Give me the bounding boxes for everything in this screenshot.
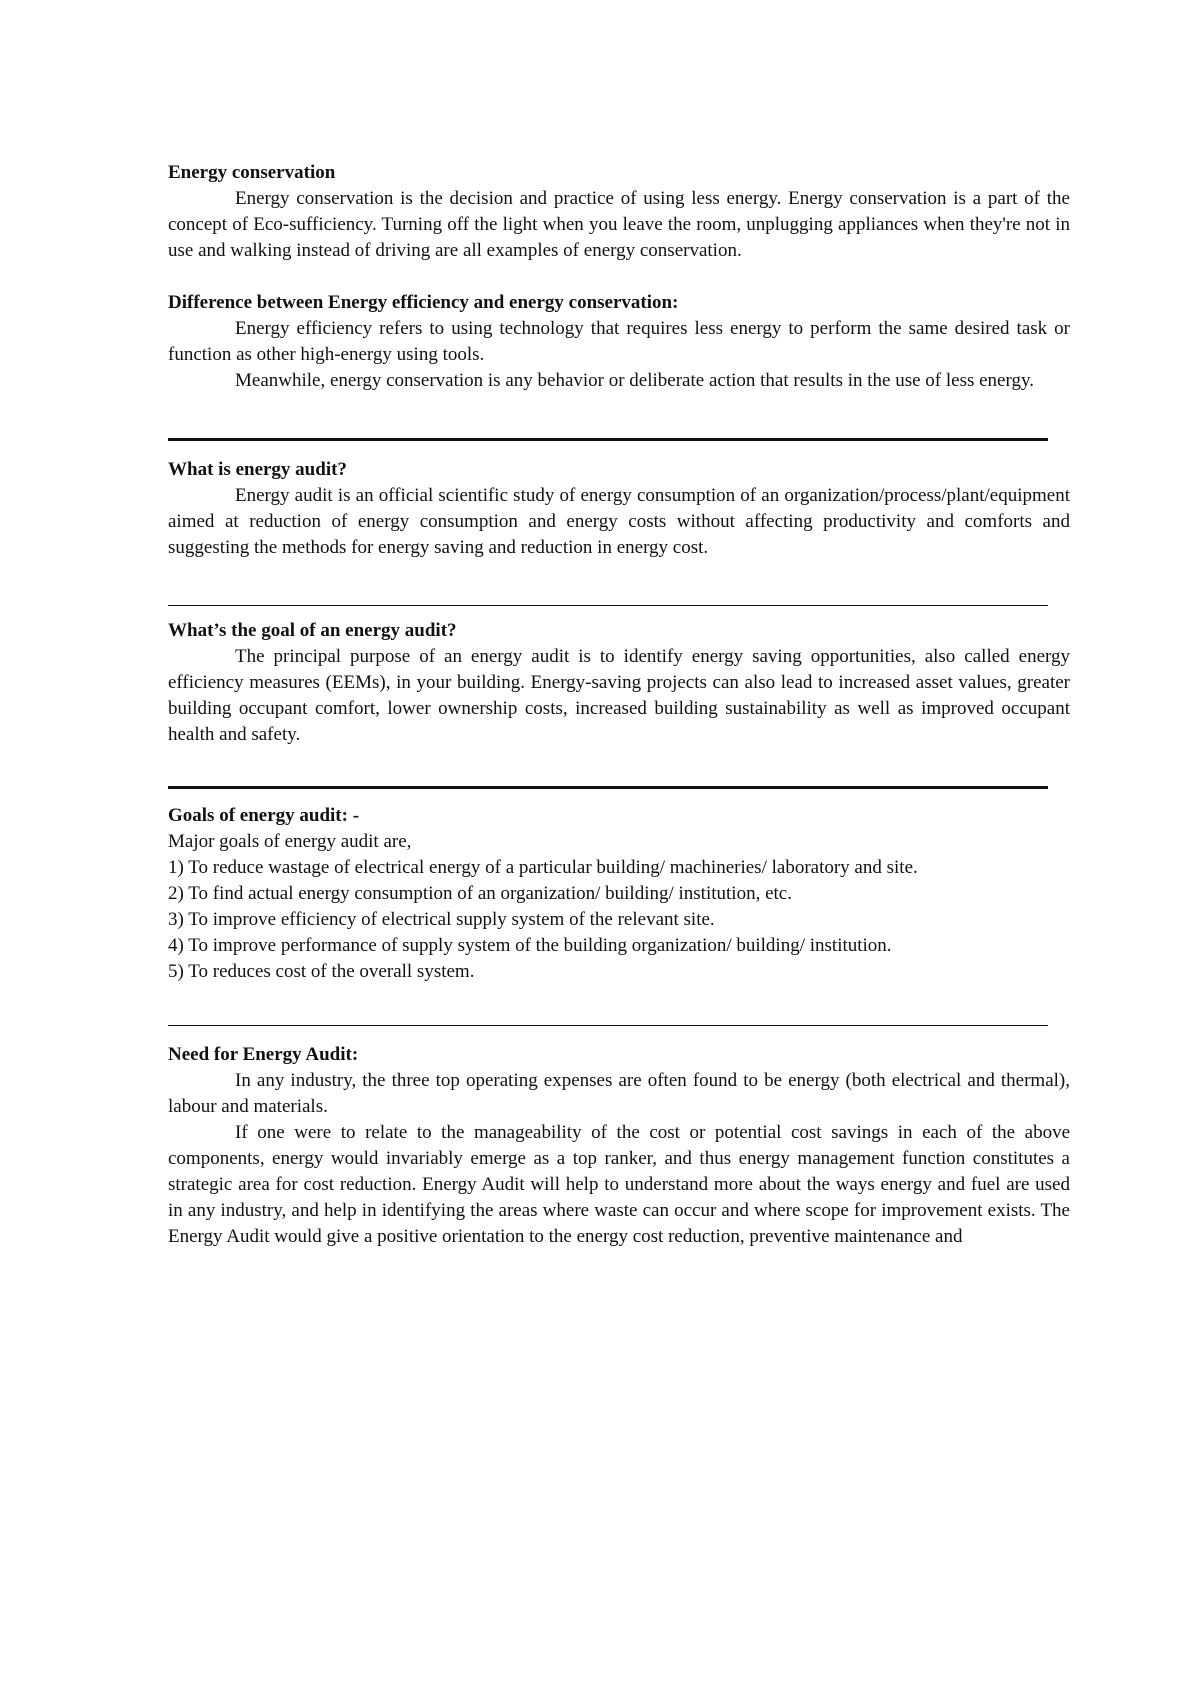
spacer — [168, 789, 1070, 803]
paragraph-operating-expenses: In any industry, the three top operating expenses are often found to be energy (both electrical and thermal), labour and materials. — [168, 1070, 1070, 1117]
heading-what-is-energy-audit: What is energy audit? — [168, 459, 347, 480]
heading-energy-conservation: Energy conservation — [168, 162, 336, 183]
spacer — [168, 561, 1070, 605]
paragraph-manageability: If one were to relate to the manageability of the cost or potential cost savings in each of the above components, energy would invariably emerge as a top ranker, and thus energy management function constitutes a strategic area for cost reduction. Energy Audit will help to understand more about the ways energy and fuel are used in any industry, and help in identifying the areas where waste can occur and where scope for improvement exists. The Energy Audit would give a positive orientation to the energy cost reduction, preventive maintenance and — [168, 1122, 1070, 1247]
heading-difference: Difference between Energy efficiency and energy conservation: — [168, 292, 679, 313]
spacer — [168, 1026, 1070, 1042]
goals-intro: Major goals of energy audit are, — [168, 831, 412, 852]
paragraph-energy-conservation: Energy conservation is the decision and practice of using less energy. Energy conservation is a part of the concept of Eco-sufficiency. Turning off the light when you leave the room, unplugging appliances when they're not in use and walking instead of driving are all examples of energy conservation. — [168, 188, 1070, 261]
document-page — [168, 160, 1070, 1250]
paragraph-meanwhile: Meanwhile, energy conservation is any behavior or deliberate action that results in the use of less energy. — [235, 370, 1034, 391]
heading-goal-of-audit: What’s the goal of an energy audit? — [168, 620, 457, 641]
paragraph-energy-efficiency: Energy efficiency refers to using technology that requires less energy to perform the same desired task or function as other high-energy using tools. — [168, 318, 1070, 365]
spacer — [168, 748, 1070, 786]
list-item: 1) To reduce wastage of electrical energy of a particular building/ machineries/ laboratory and site. — [168, 857, 918, 878]
spacer — [168, 606, 1070, 618]
spacer — [168, 985, 1070, 1025]
paragraph-goal-of-audit: The principal purpose of an energy audit is to identify energy saving opportunities, also called energy efficiency measures (EEMs), in your building. Energy-saving projects can also lead to increased asset values, greater building occupant comfort, lower ownership costs, increased building sustainability as well as improved occupant health and safety. — [168, 646, 1070, 745]
spacer — [168, 394, 1070, 438]
heading-need-for-audit: Need for Energy Audit: — [168, 1044, 359, 1065]
list-item: 4) To improve performance of supply system of the building organization/ building/ institution. — [168, 935, 892, 956]
spacer — [168, 264, 1070, 290]
heading-goals-of-audit: Goals of energy audit: - — [168, 805, 360, 826]
list-item: 2) To find actual energy consumption of an organization/ building/ institution, etc. — [168, 883, 792, 904]
list-item: 3) To improve efficiency of electrical supply system of the relevant site. — [168, 909, 715, 930]
spacer — [168, 441, 1070, 457]
list-item: 5) To reduces cost of the overall system. — [168, 961, 475, 982]
paragraph-energy-audit: Energy audit is an official scientific study of energy consumption of an organization/process/plant/equipment aimed at reduction of energy consumption and energy costs without affecting productivity and comforts and suggesting the methods for energy saving and reduction in energy cost. — [168, 485, 1070, 558]
